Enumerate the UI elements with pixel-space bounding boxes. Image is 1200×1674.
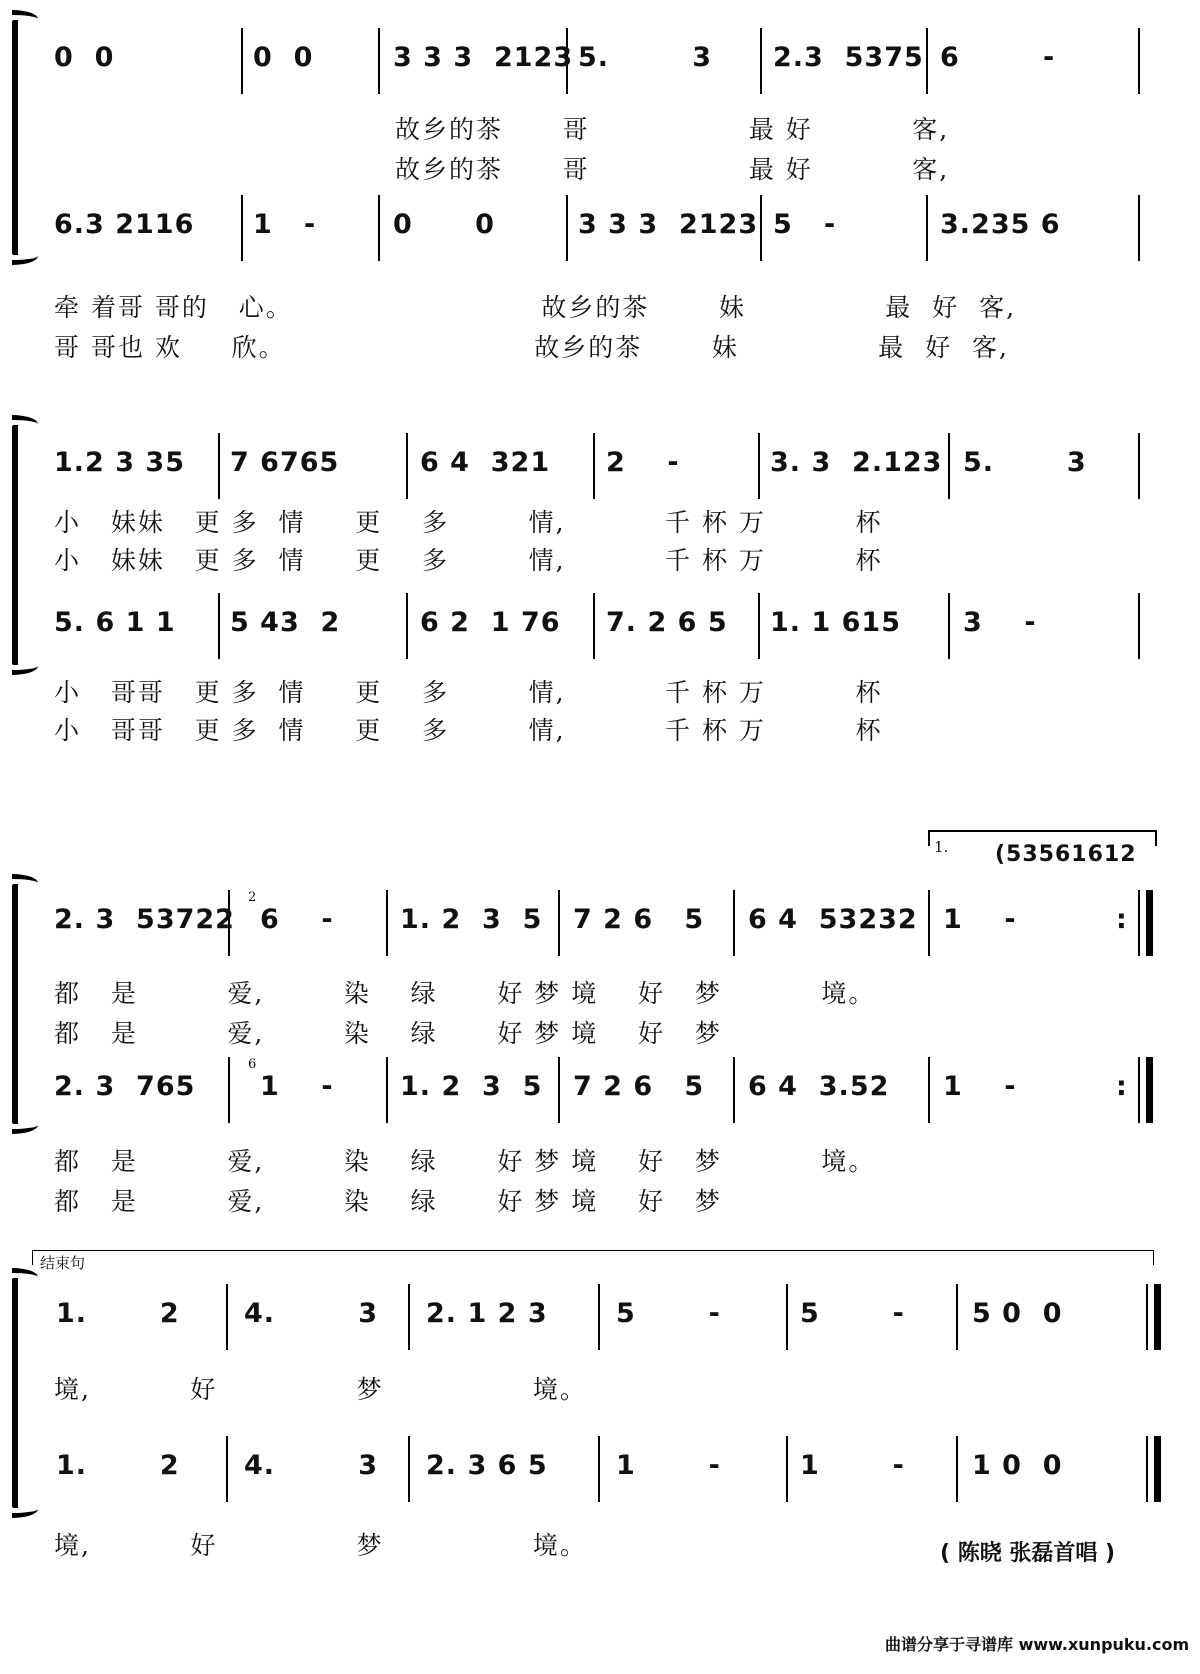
measure: 2. 3 53722 bbox=[54, 904, 235, 935]
measure: 6.3 2116 bbox=[54, 209, 195, 240]
measure: 1.2 3 35 bbox=[54, 447, 185, 478]
measure: 1. 2 3 5 bbox=[400, 904, 543, 935]
lyric-line: 境, 好 梦 境。 bbox=[54, 1531, 587, 1560]
measure: 1. 1 615 bbox=[770, 607, 901, 638]
measure: 6 - bbox=[260, 904, 334, 935]
measure: 7 2 6 5 bbox=[573, 904, 705, 935]
lyric-line: 小 妹妹 更 多 情 更 多 情, 千 杯 万 杯 bbox=[54, 508, 883, 537]
measure: 1 - bbox=[943, 904, 1017, 935]
measure: 1. 2 bbox=[56, 1450, 180, 1481]
measure: 5. 6 1 1 bbox=[54, 607, 176, 638]
measure: 1 - bbox=[943, 1071, 1017, 1102]
lyric-line: 哥 哥也 欢 欣。 故乡的茶 妹 最 好 客, bbox=[54, 333, 1009, 362]
measure: 1 0 0 bbox=[972, 1450, 1063, 1481]
lyric-line: 故乡的茶 哥 最 好 客, bbox=[395, 115, 950, 144]
footer-source: 曲谱分享于寻谱库 www.xunpuku.com bbox=[885, 1635, 1190, 1654]
measure: 6 2 1 76 bbox=[420, 607, 561, 638]
measure: 6 4 3.52 bbox=[748, 1071, 890, 1102]
system-bracket bbox=[12, 20, 52, 255]
measure: 1. 2 bbox=[56, 1298, 180, 1329]
measure: 5 - bbox=[773, 209, 837, 240]
singers-credit: ( 陈晓 张磊首唱 ) bbox=[940, 1541, 1116, 1566]
staff-upper bbox=[48, 890, 1160, 956]
measure: 5 - bbox=[800, 1298, 905, 1329]
staff-lower bbox=[48, 593, 1160, 659]
measure: 2.3 5375 bbox=[773, 42, 924, 73]
lyric-line: 小 妹妹 更 多 情 更 多 情, 千 杯 万 杯 bbox=[54, 546, 883, 575]
measure: 1 - bbox=[260, 1071, 334, 1102]
measure: 5 0 0 bbox=[972, 1298, 1063, 1329]
lyric-line: 小 哥哥 更 多 情 更 多 情, 千 杯 万 杯 bbox=[54, 716, 883, 745]
measure: 0 0 bbox=[253, 42, 314, 73]
measure: 1. 2 3 5 bbox=[400, 1071, 543, 1102]
volta-label: 1. bbox=[934, 838, 949, 856]
measure: 2 - bbox=[606, 447, 680, 478]
measure: 3 3 3 2123 bbox=[393, 42, 574, 73]
staff-upper bbox=[48, 28, 1160, 94]
measure: 7. 2 6 5 bbox=[606, 607, 728, 638]
grace-note: 6 bbox=[248, 1057, 257, 1072]
measure: 1 - bbox=[616, 1450, 721, 1481]
measure: 0 0 bbox=[393, 209, 495, 240]
repeat-dots: : bbox=[1116, 1071, 1128, 1102]
system-bracket bbox=[12, 1278, 52, 1508]
measure: 6 - bbox=[940, 42, 1056, 73]
lyric-line: 都 是 爱, 染 绿 好 梦 境 好 梦 bbox=[54, 1187, 722, 1216]
staff-lower bbox=[48, 195, 1160, 261]
staff-lower bbox=[48, 1436, 1160, 1502]
staff-lower bbox=[48, 1057, 1160, 1123]
measure: 7 6765 bbox=[230, 447, 340, 478]
measure: 2. 3 765 bbox=[54, 1071, 196, 1102]
measure: 2. 3 6 5 bbox=[426, 1450, 548, 1481]
measure: 5. 3 bbox=[578, 42, 713, 73]
measure: 5 - bbox=[616, 1298, 721, 1329]
grace-note: 2 bbox=[248, 890, 257, 905]
repeat-dots: : bbox=[1116, 904, 1128, 935]
measure: 5 43 2 bbox=[230, 607, 341, 638]
lyric-line: 都 是 爱, 染 绿 好 梦 境 好 梦 bbox=[54, 1019, 722, 1048]
lyric-line: 都 是 爱, 染 绿 好 梦 境 好 梦 境。 bbox=[54, 1147, 876, 1176]
staff-upper bbox=[48, 1284, 1160, 1350]
lyric-line: 故乡的茶 哥 最 好 客, bbox=[395, 155, 950, 184]
lyric-line: 都 是 爱, 染 绿 好 梦 境 好 梦 境。 bbox=[54, 979, 876, 1008]
measure: 4. 3 bbox=[244, 1298, 379, 1329]
staff-upper bbox=[48, 433, 1160, 499]
measure: 7 2 6 5 bbox=[573, 1071, 705, 1102]
measure: 2. 1 2 3 bbox=[426, 1298, 548, 1329]
ending-bracket bbox=[32, 1250, 1154, 1265]
measure: 3. 3 2.123 bbox=[770, 447, 943, 478]
measure: 3 - bbox=[963, 607, 1037, 638]
measure: 5. 3 bbox=[963, 447, 1087, 478]
measure: 1 - bbox=[253, 209, 317, 240]
system-bracket bbox=[12, 425, 52, 665]
measure: 3 3 3 2123 bbox=[578, 209, 759, 240]
ending-label: 结束句 bbox=[40, 1254, 86, 1272]
system-bracket bbox=[12, 884, 52, 1124]
measure: 1 - bbox=[800, 1450, 905, 1481]
lyric-line: 境, 好 梦 境。 bbox=[54, 1375, 587, 1404]
lyric-line: 小 哥哥 更 多 情 更 多 情, 千 杯 万 杯 bbox=[54, 678, 883, 707]
lyric-line: 牵 着哥 哥的 心。 故乡的茶 妹 最 好 客, bbox=[54, 293, 1017, 322]
measure: 6 4 53232 bbox=[748, 904, 918, 935]
measure: 4. 3 bbox=[244, 1450, 379, 1481]
measure: 0 0 bbox=[54, 42, 115, 73]
measure: 6 4 321 bbox=[420, 447, 551, 478]
volta-notes: (53561612 bbox=[995, 842, 1137, 867]
measure: 3.235 6 bbox=[940, 209, 1061, 240]
